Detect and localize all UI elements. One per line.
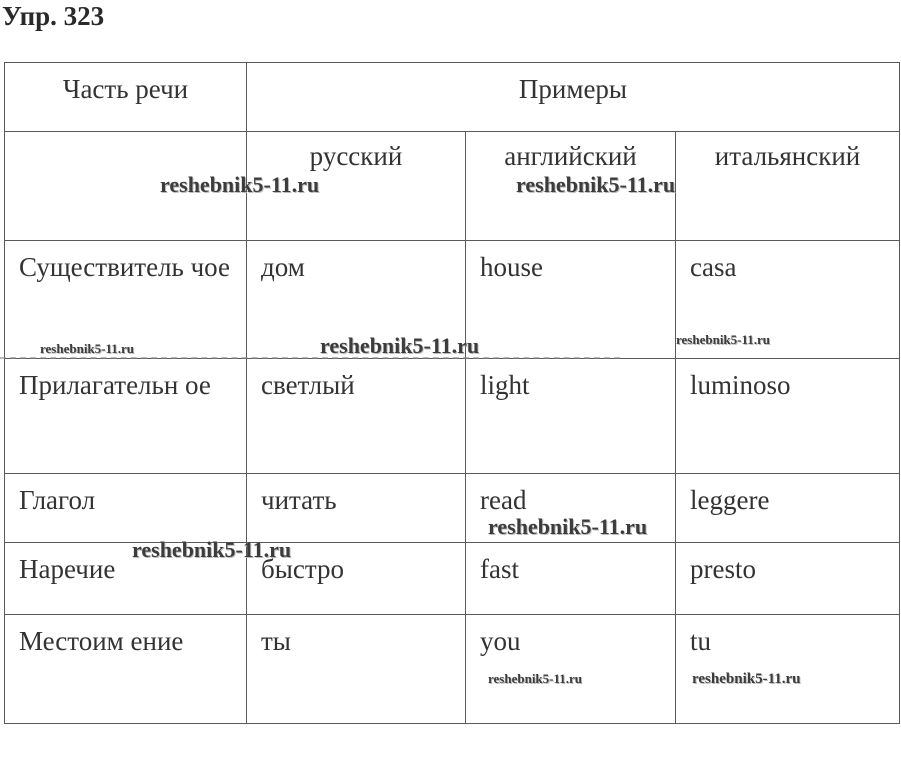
languages-row: [5, 132, 900, 241]
ru-cell: читать: [247, 474, 466, 543]
language-russian: русский: [247, 132, 466, 241]
en-cell: fast: [466, 543, 676, 615]
part-cell-adverb: Наречие: [5, 543, 247, 615]
watermark: reshebnik5-11.ru: [488, 671, 583, 686]
en-cell: light: [466, 359, 676, 474]
part-cell-adjective: Прилагательн ое: [5, 359, 247, 474]
watermark: reshebnik5-11.ru: [132, 537, 292, 562]
it-cell: leggere: [676, 474, 900, 543]
table-row: [5, 359, 900, 474]
en-cell: you: [466, 615, 676, 724]
ru-cell: дом: [247, 241, 466, 359]
watermark: reshebnik5-11.ru: [692, 671, 801, 687]
part-cell-verb: Глагол: [5, 474, 247, 543]
watermark: reshebnik5-11.ru: [320, 333, 480, 358]
it-cell: luminoso: [676, 359, 900, 474]
table-row: [5, 474, 900, 543]
en-cell: read: [466, 474, 676, 543]
part-cell-pronoun: Местоим ение: [5, 615, 247, 724]
watermark: reshebnik5-11.ru: [676, 332, 771, 347]
ru-cell: ты: [247, 615, 466, 724]
table-header-row: [5, 63, 900, 132]
part-cell-noun: Существитель чое: [5, 241, 247, 359]
it-cell: presto: [676, 543, 900, 615]
en-cell: house: [466, 241, 676, 359]
watermark: reshebnik5-11.ru: [516, 172, 676, 197]
parts-of-speech-table: [4, 62, 900, 724]
it-cell: tu: [676, 615, 900, 724]
watermark: reshebnik5-11.ru: [40, 341, 135, 356]
scan-artifact-dashed-line: [0, 357, 620, 359]
watermark: reshebnik5-11.ru: [488, 514, 648, 539]
ru-cell: светлый: [247, 359, 466, 474]
ru-cell: быстро: [247, 543, 466, 615]
table-row: [5, 615, 900, 724]
language-english: английский: [466, 132, 676, 241]
header-examples: Примеры: [247, 63, 900, 132]
header-part-of-speech: Часть речи: [5, 63, 247, 132]
watermark: reshebnik5-11.ru: [160, 172, 320, 197]
exercise-title: Упр. 323: [2, 1, 105, 31]
language-italian: итальянский: [676, 132, 900, 241]
it-cell: casa: [676, 241, 900, 359]
